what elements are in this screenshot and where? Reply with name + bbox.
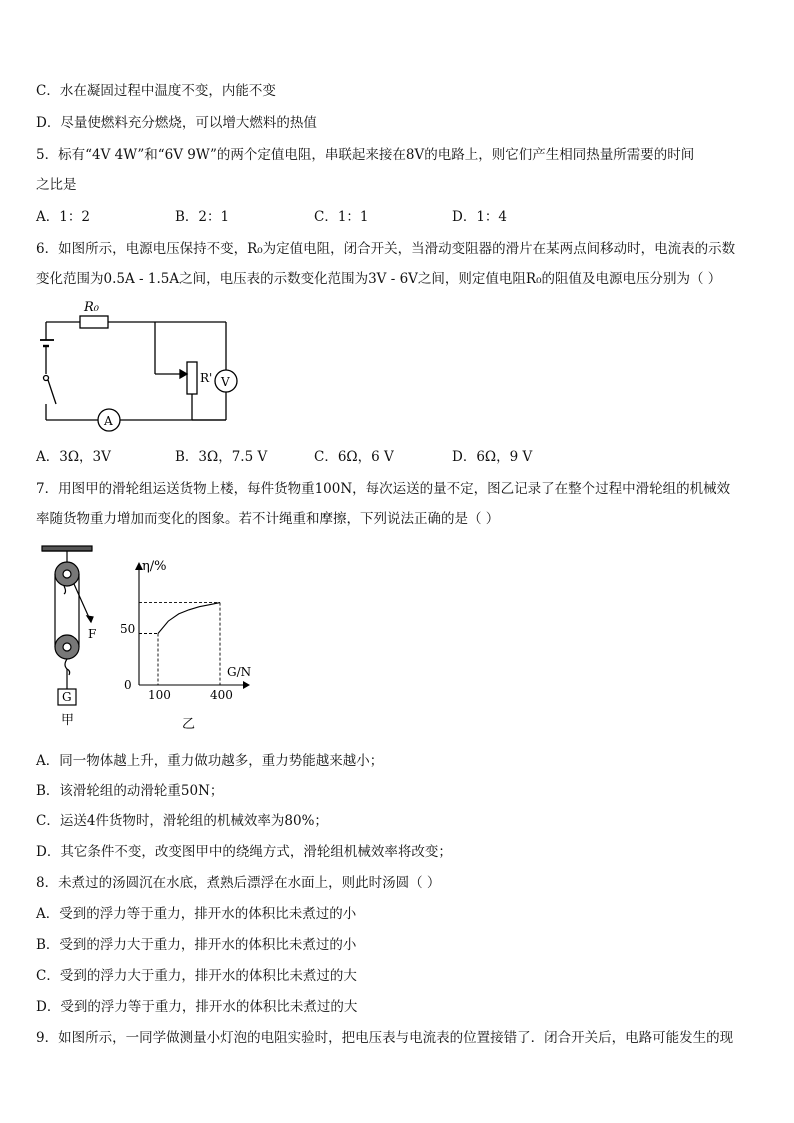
weight-label: G: [62, 690, 72, 704]
q7-option-d: D．其它条件不变，改变图甲中的绕绳方式，滑轮组机械效率将改变；: [36, 844, 452, 860]
origin-label: 0: [124, 678, 132, 692]
q5-option-b: B．2：1: [175, 209, 230, 225]
efficiency-curve: [158, 603, 220, 634]
q6-option-d: D．6Ω，9 V: [452, 449, 533, 465]
q8-option-c: C．受到的浮力大于重力，排开水的体积比未煮过的大: [36, 968, 357, 984]
x-axis-label: G/N: [227, 665, 252, 679]
question-5-text: 5．标有“4V 4W”和“6V 9W”的两个定值电阻，串联起来接在8V的电路上，则它们产生相同热量所需要的时间: [36, 147, 695, 163]
pulley-diagram: [36, 544, 106, 730]
question-6-text: 6．如图所示，电源电压保持不变，R₀为定值电阻，闭合开关，当滑动变阻器的滑片在某两点间移动时，电流表的示数: [36, 241, 736, 257]
pulley-caption: 甲: [61, 713, 75, 728]
question-5-text-cont: 之比是: [36, 177, 77, 193]
graph-caption: 乙: [182, 717, 196, 732]
efficiency-graph: [118, 556, 288, 734]
r0-label: R₀: [84, 300, 99, 315]
q6-option-b: B．3Ω，7.5 V: [175, 449, 268, 465]
q7-option-b: B．该滑轮组的动滑轮重50N；: [36, 783, 224, 799]
q6-option-c: C．6Ω，6 V: [314, 449, 394, 465]
voltmeter-label: V: [221, 375, 230, 389]
option-d-line: D．尽量使燃料充分燃烧，可以增大燃料的热值: [36, 115, 317, 131]
force-label: F: [88, 627, 97, 641]
q7-option-c: C．运送4件货物时，滑轮组的机械效率为80%；: [36, 813, 328, 829]
question-8-text: 8．未煮过的汤圆沉在水底，煮熟后漂浮在水面上，则此时汤圆（ ）: [36, 875, 441, 891]
q5-option-d: D．1：4: [452, 209, 508, 225]
question-7-text-cont: 率随货物重力增加而变化的图象。若不计绳重和摩擦，下列说法正确的是（ ）: [36, 511, 500, 527]
circuit-diagram: [36, 292, 276, 442]
q5-option-c: C．1：1: [314, 209, 369, 225]
ammeter-label: A: [104, 414, 113, 428]
question-6-text-cont: 变化范围为0.5A - 1.5A之间，电压表的示数变化范围为3V - 6V之间，则定值电阻R₀的阻值及电源电压分别为（ ）: [36, 271, 722, 287]
question-7-text: 7．用图甲的滑轮组运送货物上楼，每件货物重100N，每次运送的量不定，图乙记录了在整个过程中滑轮组的机械效: [36, 481, 731, 497]
q8-option-a: A．受到的浮力等于重力，排开水的体积比未煮过的小: [36, 906, 357, 922]
r0-resistor: [80, 316, 108, 328]
question-9-text: 9．如图所示，一同学做测量小灯泡的电阻实验时，把电压表与电流表的位置接错了．闭合开关后，电路可能发生的现: [36, 1030, 734, 1046]
option-c-line: C．水在凝固过程中温度不变，内能不变: [36, 83, 276, 99]
q6-option-a: A．3Ω，3V: [36, 449, 111, 465]
y-tick-50: 50: [120, 622, 136, 636]
rheostat: [187, 362, 197, 394]
q5-option-a: A．1：2: [36, 209, 90, 225]
rprime-label: R': [200, 371, 213, 385]
q8-option-b: B．受到的浮力大于重力，排开水的体积比未煮过的小: [36, 937, 357, 953]
q8-option-d: D．受到的浮力等于重力，排开水的体积比未煮过的大: [36, 999, 358, 1015]
q7-option-a: A．同一物体越上升，重力做功越多，重力势能越来越小；: [36, 753, 384, 769]
x-tick-400: 400: [210, 688, 233, 702]
y-axis-label: η/%: [142, 559, 167, 574]
x-tick-100: 100: [148, 688, 171, 702]
